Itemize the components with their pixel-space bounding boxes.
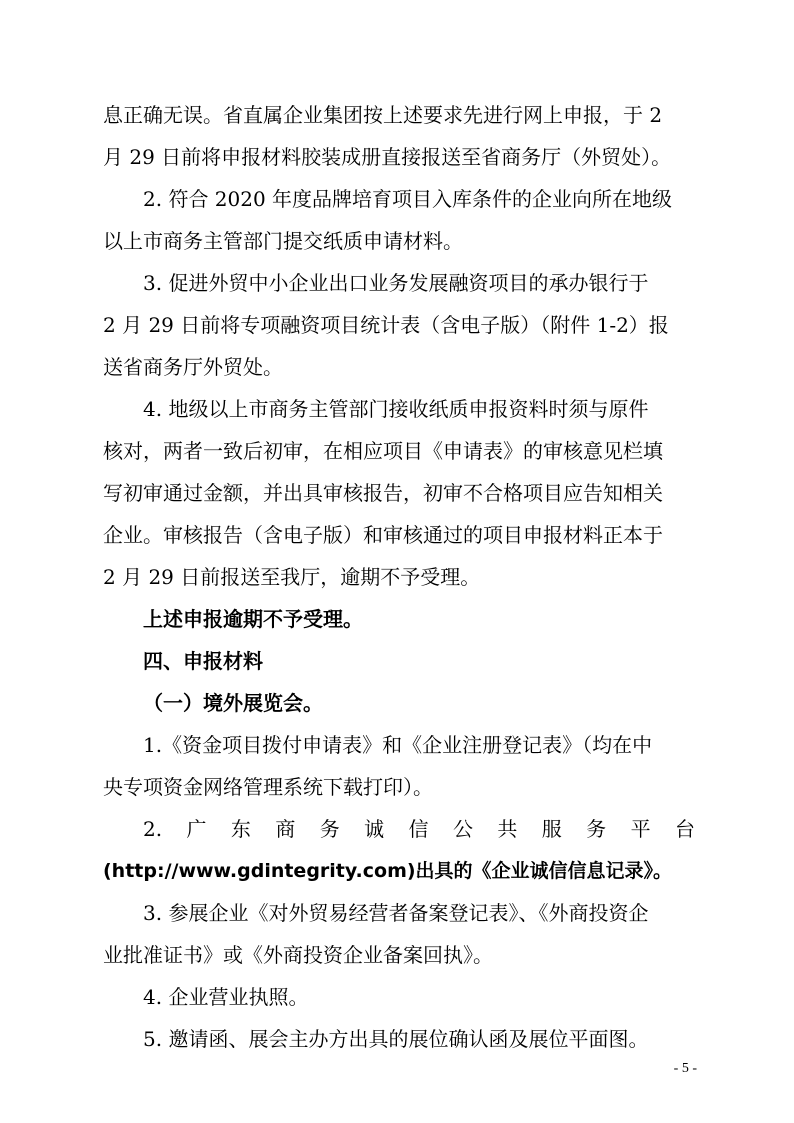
spread-char: 诚 <box>364 817 385 841</box>
paragraph-line: 3. 促进外贸中小企业出口业务发展融资项目的承办银行于 <box>143 271 649 295</box>
list-number: 2. <box>143 817 163 841</box>
paragraph-line: 送省商务厅外贸处。 <box>103 355 283 379</box>
subsection-heading: （一）境外展览会。 <box>143 691 323 715</box>
paragraph-line: 写初审通过金额，并出具审核报告，初审不合格项目应告知相关 <box>103 481 663 505</box>
paragraph-line: 2 月 29 日前将专项融资项目统计表（含电子版）（附件 1-2）报 <box>103 313 669 337</box>
paragraph-line: 2 月 29 日前报送至我厅，逾期不予受理。 <box>103 565 481 589</box>
paragraph-line: 息正确无误。省直属企业集团按上述要求先进行网上申报，于 2 <box>103 103 663 127</box>
paragraph-line: 以上市商务主管部门提交纸质申请材料。 <box>103 229 463 253</box>
paragraph-line: 1.《资金项目拨付申请表》和《企业注册登记表》（均在中 <box>143 733 653 757</box>
paragraph-line: 2. 符合 2020 年度品牌培育项目入库条件的企业向所在地级 <box>143 187 673 211</box>
paragraph-line: 企业。审核报告（含电子版）和审核通过的项目申报材料正本于 <box>103 523 663 547</box>
spread-char: 务 <box>586 817 607 841</box>
bold-statement: 上述申报逾期不予受理。 <box>143 607 363 631</box>
paragraph-line: 3. 参展企业《对外贸易经营者备案登记表》、《外商投资企 <box>143 901 649 925</box>
paragraph-line: 核对，两者一致后初审，在相应项目《申请表》的审核意见栏填 <box>103 439 663 463</box>
spread-char: 台 <box>674 817 695 841</box>
paragraph-line: 5. 邀请函、展会主办方出具的展位确认函及展位平面图。 <box>143 1027 649 1051</box>
spread-char: 平 <box>630 817 651 841</box>
url-line: (http://www.gdintegrity.com)出具的《企业诚信信息记录》。 <box>103 860 673 882</box>
spread-char: 商 <box>275 817 296 841</box>
spread-char: 公 <box>452 817 473 841</box>
spread-char: 广 <box>186 817 207 841</box>
spread-char: 信 <box>408 817 429 841</box>
paragraph-line: 4. 企业营业执照。 <box>143 985 309 1009</box>
page-number: - 5 - <box>673 1061 697 1076</box>
section-heading: 四、申报材料 <box>143 649 263 673</box>
spread-char: 服 <box>541 817 562 841</box>
paragraph-line: 4. 地级以上市商务主管部门接收纸质申报资料时须与原件 <box>143 397 649 421</box>
paragraph-line: 月 29 日前将申报材料胶装成册直接报送至省商务厅（外贸处）。 <box>103 145 672 169</box>
spread-line <box>143 817 695 841</box>
paragraph-line: 央专项资金网络管理系统下载打印）。 <box>103 775 433 799</box>
spread-char: 务 <box>319 817 340 841</box>
spread-char: 东 <box>230 817 251 841</box>
spread-char: 共 <box>497 817 518 841</box>
paragraph-line: 业批准证书》或《外商投资企业备案回执》。 <box>103 943 493 967</box>
